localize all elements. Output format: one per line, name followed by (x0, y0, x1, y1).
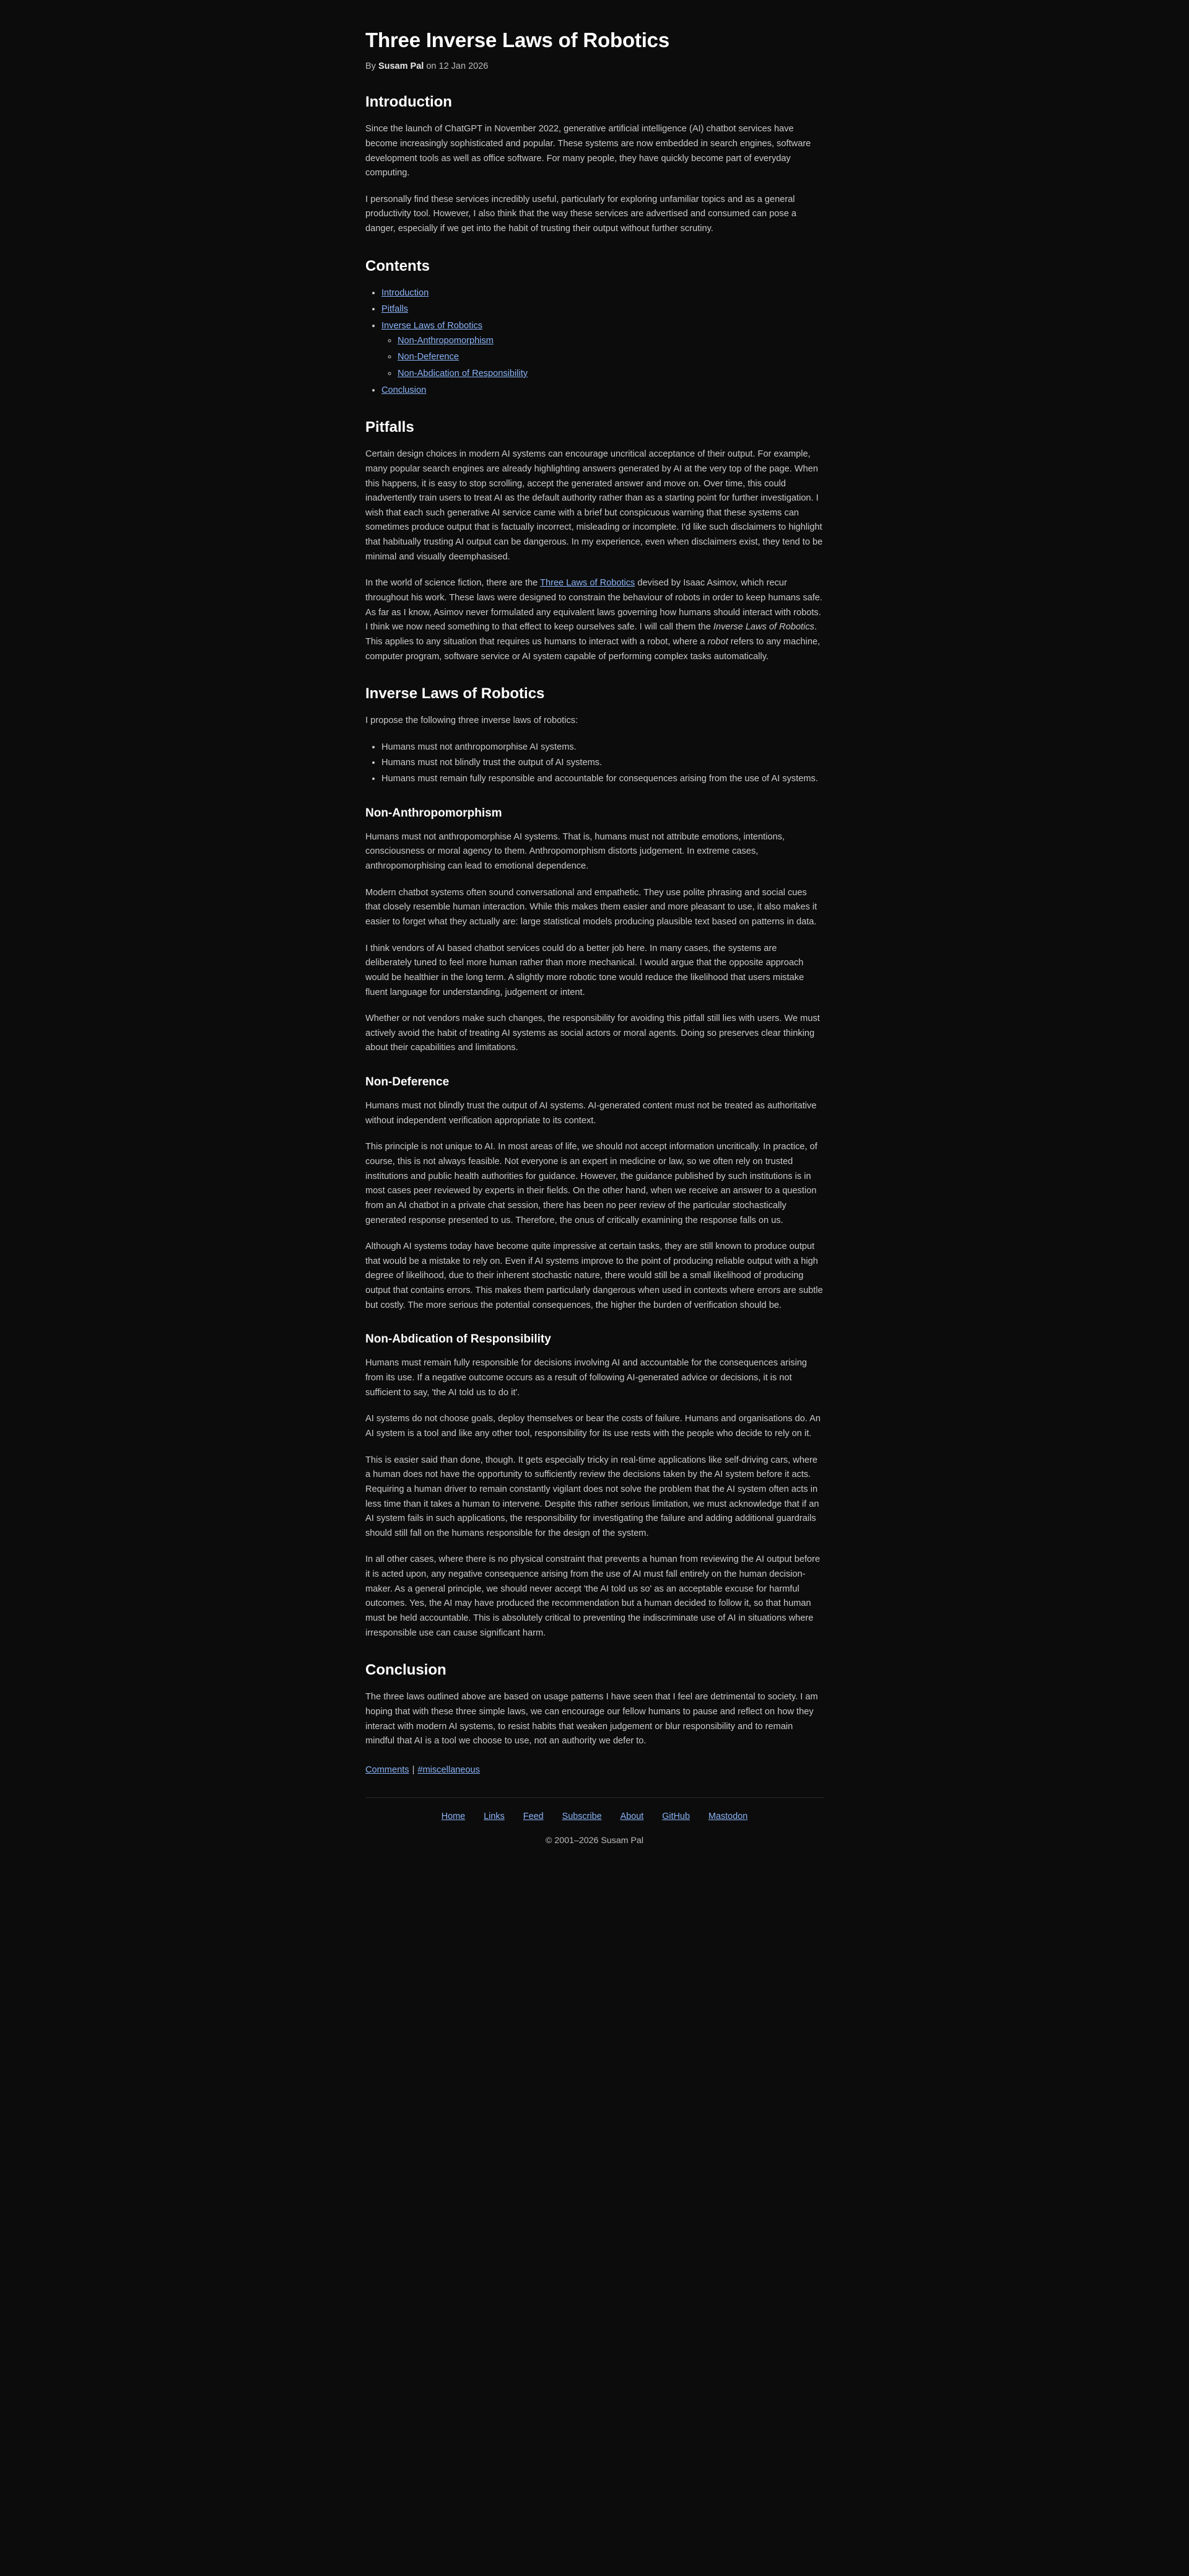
toc-link-inverse-laws[interactable]: Inverse Laws of Robotics (381, 321, 483, 331)
byline-mid: on (426, 61, 437, 72)
non-abdication-paragraph-3: This is easier said than done, though. It gets especially tricky in real-time applications like self-driving cars, where a human does not have the opportunity to sufficiently review the decisions taken by the AI system before it acts. Requiring a human driver to remain constantly vigilant does not solve the problem that the AI system often acts in less time than it takes a human to intervene. Despite this rather serious limitation, we must acknowledge that if an AI system fails in such applications, the responsibility for investigating the failure and adding additional guardrails should still fall on the humans responsible for the design of the system. (365, 1455, 819, 1538)
list-item: • Humans must remain fully responsible and accountable for consequences arising from the use of AI systems. (381, 772, 824, 787)
author-name: Susam Pal (378, 61, 424, 72)
non-anthropomorphism-paragraph-2: Modern chatbot systems often sound conversational and empathetic. They use polite phrasing and social cues that closely resemble human interaction. While this makes them easier and more pleasant to use, it also makes it easier to forget what they actually are: large statistical models producing plausible text based on patterns in data. (365, 887, 817, 927)
copyright-notice: © 2001–2026 Susam Pal (546, 1835, 643, 1846)
table-of-contents (365, 286, 824, 398)
toc-link-non-deference[interactable]: Non-Deference (398, 352, 459, 362)
list-item: • Humans must not blindly trust the output of AI systems. (381, 756, 824, 771)
toc-item (381, 319, 824, 382)
inverse-laws-intro: I propose the following three inverse laws of robotics: (365, 716, 578, 726)
toc-sublist (381, 334, 824, 382)
footer-link-about[interactable]: About (620, 1811, 644, 1821)
heading-conclusion: Conclusion (365, 1662, 446, 1679)
heading-pitfalls: Pitfalls (365, 419, 414, 436)
toc-subitem (398, 367, 824, 382)
non-abdication-paragraph-4: In all other cases, where there is no physical constraint that prevents a human from reviewing the AI output before it is acted upon, any negative consequence arising from the use of AI must fall entirely on the human decision-maker. As a general principle, we should never accept 'the AI told us so' as an acceptable excuse for harmful outcomes. Yes, the AI may have produced the recommendation but a human decided to follow it, so that human must be held accountable. This is absolutely critical to preventing the indiscriminate use of AI in situations where irresponsible use can cause significant harm. (365, 1554, 821, 1638)
non-deference-paragraph-2: This principle is not unique to AI. In most areas of life, we should not accept information uncritically. In practice, of course, this is not always feasible. Not everyone is an expert in medicine or law, so we often rely on trusted institutions and public health authorities for guidance. However, the guidance published by such institutions is in most cases peer reviewed by experts in their fields. On the other hand, when we receive an answer to a question from an AI chatbot in a private chat session, there has been no peer review of the particular stochastically generated response presented to us. Therefore, the onus of critically examining the response falls on us. (365, 1142, 817, 1225)
pitfalls-p2-part-c: . This applies to any situation that requires us humans to interact with a robot, where a (365, 622, 817, 647)
footer-link-home[interactable]: Home (441, 1811, 466, 1821)
toc-item (381, 286, 824, 301)
footer-divider (365, 1797, 824, 1798)
intro-paragraph-1: Since the launch of ChatGPT in November 2022, generative artificial intelligence (AI) chatbot services have become increasingly sophisticated and popular. These systems are now embedded in search engines, software development tools as well as office software. For many people, they have quickly become part of everyday computing. (365, 124, 811, 178)
comments-link[interactable]: Comments (365, 1764, 409, 1775)
pitfalls-p2-emphasis-2: robot (707, 636, 728, 647)
pitfalls-p2-part-b: devised by Isaac Asimov, which recur throughout his work. These laws were designed to constrain the behaviour of robots in order to keep humans safe. As far as I know, Asimov never formulated any equivalent laws governing how humans should interact with robots. I think we now need something to that effect to keep ourselves safe. I will call them the (365, 578, 822, 633)
non-abdication-paragraph-1: Humans must remain fully responsible for decisions involving AI and accountable for the consequences arising from its use. If a negative outcome occurs as a result of following AI-generated advice or decisions, it is not sufficient to say, 'the AI told us to do it'. (365, 1358, 808, 1398)
toc-item (381, 383, 824, 398)
footer-link-github[interactable]: GitHub (662, 1811, 690, 1821)
non-abdication-paragraph-2: AI systems do not choose goals, deploy themselves or bear the costs of failure. Humans and organisations do. An AI system is a tool and like any other tool, responsibility for its use rests with the people who decide to rely on it. (365, 1414, 821, 1439)
footer-link-links[interactable]: Links (484, 1811, 505, 1821)
heading-non-deference: Non-Deference (365, 1076, 450, 1089)
toc-link-introduction[interactable]: Introduction (381, 287, 429, 298)
heading-inverse-laws: Inverse Laws of Robotics (365, 685, 545, 703)
toc-subitem (398, 334, 824, 349)
toc-subitem (398, 350, 824, 365)
toc-link-non-abdication[interactable]: Non-Abdication of Responsibility (398, 368, 528, 379)
list-item: • Humans must not anthropomorphise AI systems. (381, 740, 824, 755)
toc-link-conclusion[interactable]: Conclusion (381, 385, 427, 395)
pitfalls-p2-part-d: refers to any machine, computer program, software service or AI system capable of performing complex tasks automatically. (365, 636, 821, 662)
byline (365, 61, 824, 71)
footer-link-feed[interactable]: Feed (523, 1811, 544, 1821)
tag-link-miscellaneous[interactable]: #miscellaneous (417, 1764, 480, 1775)
page-title: Three Inverse Laws of Robotics (365, 28, 669, 51)
toc-item (381, 302, 824, 317)
toc-link-non-anthropomorphism[interactable]: Non-Anthropomorphism (398, 335, 494, 346)
link-divider: | (412, 1764, 415, 1775)
heading-non-abdication: Non-Abdication of Responsibility (365, 1333, 551, 1346)
site-footer-links (365, 1812, 824, 1821)
pitfalls-paragraph-1: Certain design choices in modern AI systems can encourage uncritical acceptance of their output. For example, many popular search engines are already highlighting answers generated by AI at the very top of the page. When this happens, it is easy to stop scrolling, accept the generated answer and move on. Over time, this could inadvertently train users to treat AI as the default authority rather than as a starting point for further investigation. I wish that each such generative AI service came with a brief but conspicuous warning that these systems can sometimes produce output that is factually incorrect, misleading or incomplete. I'd like such disclaimers to highlight that habitually trusting AI output can be dangerous. In my experience, even when disclaimers exist, they tend to be minimal and visually deemphasised. (365, 449, 823, 562)
article-page (365, 0, 824, 1873)
intro-paragraph-2: I personally find these services incredibly useful, particularly for exploring unfamiliar topics and as a general productivity tool. However, I also think that the way these services are advertised and consumed can pose a danger, especially if we get into the habit of trusting their output without further scrutiny. (365, 194, 797, 234)
post-footer-links (365, 1765, 824, 1775)
non-anthropomorphism-paragraph-3: I think vendors of AI based chatbot services could do a better job here. In many cases, the systems are deliberately tuned to feel more human rather than more mechanical. I would argue that the opposite approach would be healthier in the long term. A slightly more robotic tone would reduce the likelihood that users mistake fluent language for understanding, judgement or intent. (365, 943, 804, 997)
non-deference-paragraph-3: Although AI systems today have become quite impressive at certain tasks, they are still known to produce output that would be a mistake to rely on. Even if AI systems improve to the point of producing reliable output with a high degree of likelihood, due to their inherent stochastic nature, there would still be a small likelihood of producing output that contains errors. This makes them particularly dangerous when used in contexts where errors are subtle but costly. The more serious the potential consequences, the higher the burden of verification should be. (365, 1242, 823, 1310)
heading-contents: Contents (365, 257, 430, 274)
non-anthropomorphism-paragraph-1: Humans must not anthropomorphise AI systems. That is, humans must not attribute emotions, intentions, consciousness or moral agency to them. Anthropomorphism distorts judgement. In extreme cases, anthropomorphising can lead to emotional dependence. (365, 831, 785, 872)
toc-link-pitfalls[interactable]: Pitfalls (381, 304, 408, 315)
heading-non-anthropomorphism: Non-Anthropomorphism (365, 806, 502, 820)
inverse-laws-list (365, 740, 824, 787)
pitfalls-p2-part-a: In the world of science fiction, there are the (365, 578, 541, 589)
conclusion-paragraph-1: The three laws outlined above are based on usage patterns I have seen that I feel are detrimental to society. I am hoping that with these three simple laws, we can encourage our fellow humans to pause and reflect on how they interact with modern AI systems, to resist habits that weaken judgement or blur responsibility and to remain mindful that AI is a tool we choose to use, not an authority we defer to. (365, 1692, 818, 1746)
byline-prefix: By (365, 61, 376, 72)
pitfalls-paragraph-2 (365, 576, 824, 664)
three-laws-of-robotics-link[interactable]: Three Laws of Robotics (540, 578, 635, 589)
publish-date: 12 Jan 2026 (438, 61, 489, 72)
footer-link-mastodon[interactable]: Mastodon (708, 1811, 748, 1821)
non-anthropomorphism-paragraph-4: Whether or not vendors make such changes, the responsibility for avoiding this pitfall still lies with users. We must actively avoid the habit of treating AI systems as social actors or moral agents. Doing so preserves clear thinking about their capabilities and limitations. (365, 1014, 820, 1053)
footer-link-subscribe[interactable]: Subscribe (562, 1811, 602, 1821)
pitfalls-p2-emphasis-1: Inverse Laws of Robotics (713, 622, 814, 633)
non-deference-paragraph-1: Humans must not blindly trust the output of AI systems. AI-generated content must not be treated as authoritative without independent verification appropriate to its context. (365, 1101, 817, 1126)
heading-introduction: Introduction (365, 94, 452, 111)
